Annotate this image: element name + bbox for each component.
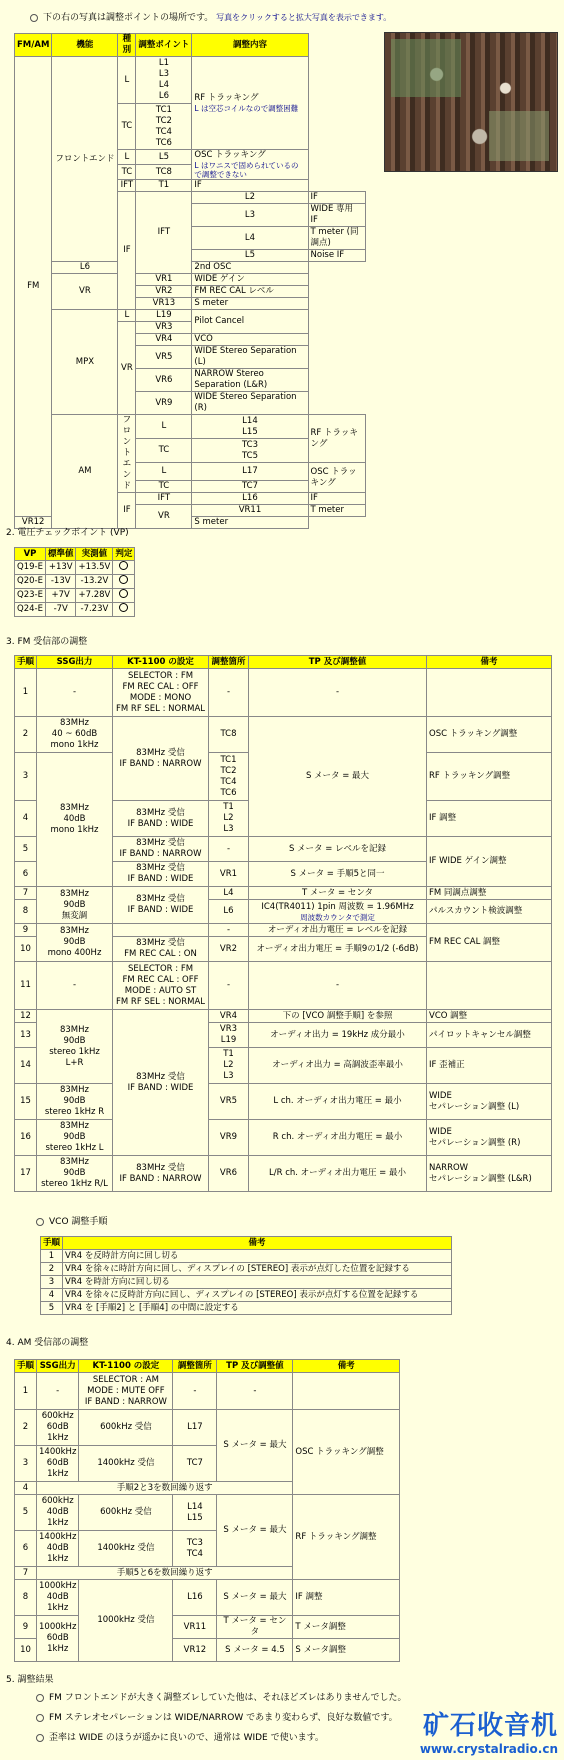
bullet-icon: [30, 14, 38, 22]
result-list: [36, 1688, 406, 1748]
fm-adjust-table: 手順 SSG出力 KT-1100 の設定 調整箇所 TP 及び調整値 備考 1 - SELECTOR : FM FM REC CAL : OFF MODE : MONO FM RF SEL : NORMAL - - 2 83MHz 40 ~ 60dB mono 1kHz 83MHz 受信 IF BAND : NARROW TC8 S メータ = 最大 OSC トラッキング調整 3 83MHz 40dB mono 1kHz TC1 TC2 TC4 TC6 RF トラッキング調整 4 83MHz 受信 IF BAND : WIDE T1 L2 L3 IF 調整 5 83MHz 受信 IF BAND : NARROW - S メータ = レベルを記録 IF WIDE ゲイン調整 6 83MHz 受信 IF BAND : WIDE VR1 S メータ = 手順5と同一 7 83MHz 90dB 無変調 83MHz 受信 IF BAND : WIDE L4 T メータ = センタ FM 同調点調整 8 L6 IC4(TR4011) 1pin 周波数 = 1.96MHz 周波数カウンタで測定 パルスカウント検波調整 9 83MHz 90dB mono 400Hz - オーディオ出力電圧 = レベルを記録 FM REC CAL 調整 10 83MHz 受信 FM REC CAL : ON VR2 オーディオ出力電圧 = 手順9の1/2 (-6dB) 11 - SELECTOR : FM FM REC CAL : OFF MODE : AUTO ST FM RF SEL : NORMAL - - 12 83MHz 90dB stereo 1kHz L+R 83MHz 受信 IF BAND : WIDE VR4 下の [VCO 調整手順] を参照 VCO 調整 13 VR3 L19 オーディオ出力 = 19kHz 成分最小 パイロットキャンセル調整 14 T1 L2 L3 オーディオ出力 = 高調波歪率最小 IF 歪補正 15 83MHz 90dB stereo 1kHz R VR5 L ch. オーディオ出力電圧 = 最小 WIDE セパレーション調整 (L) 16 83MHz 90dB stereo 1kHz L VR9 R ch. オーディオ出力電圧 = 最小 WIDE セパレーション調整 (R) 17 83MHz 90dB stereo 1kHz R/L 83MHz 受信 IF BAND : NARROW VR6 L/R ch. オーディオ出力電圧 = 最小 NARROW セパレーション調整 (L&R): [14, 655, 552, 1192]
bullet-icon: [36, 1734, 44, 1742]
section5-title: 5. 調整結果: [6, 1675, 54, 1685]
ok-mark-icon: [119, 561, 128, 570]
watermark: 矿石收音机 www.crystalradio.cn: [419, 1711, 558, 1756]
section3-title: 3. FM 受信部の調整: [6, 637, 88, 647]
intro-small[interactable]: 写真をクリックすると拡大写真を表示できます。: [216, 13, 392, 22]
bullet-icon: [36, 1694, 44, 1702]
adjust-points-table: FM/AM 機能 種別 調整ポイント 調整内容 FM フロントエンド L L1 L3 L4 L6 RF トラッキング L は空芯コイルなので調整困難 TC TC1 TC2 TC4 TC6 L L5 OSC トラッキング L はワニスで固められているので調整できない TC TC8 IFT T1 IF IF IFT L2 IF L3 WIDE 専用 IF L4 T meter (同調点) L5 Noise IF L6 2nd OSC VR VR1 WIDE ゲイン VR2 FM REC CAL レベル VR13 S meter MPX L L19 Pilot Cancel VR VR3 VR4 VCO VR5 WIDE Stereo Separation (L) VR6 NARROW Stereo Separation (L&R) VR9 WIDE Stereo Separation (R) AM フロントエンド L L14 L15 RF トラッキング TC TC3 TC5 L L17 OSC トラッキング TC TC7 IF IFT L16 IF VR VR11 T meter VR12 S meter: [14, 33, 366, 529]
voltage-table: VP 標準値 実測値 判定 Q19-E +13V +13.5V Q20-E -13V -13.2V Q23-E +7V +7.28V Q24-E -7V -7.23V: [14, 547, 135, 617]
adjust-point-photo[interactable]: [384, 32, 558, 172]
section2-title: 2. 電圧チェックポイント (VP): [6, 528, 129, 538]
rf-tracking-cell: RF トラッキング L は空芯コイルなので調整困難: [192, 57, 308, 150]
list-item: FM ステレオセパレーションは WIDE/NARROW であまり変わらず、良好な数値です。: [36, 1708, 406, 1728]
ok-mark-icon: [119, 603, 128, 612]
ok-mark-icon: [119, 589, 128, 598]
list-item: FM フロントエンドが大きく調整ズレしていた他は、それほどズレはありませんでした。: [36, 1688, 406, 1708]
list-item: 歪率は WIDE のほうが遥かに良いので、通常は WIDE で使います。: [36, 1728, 406, 1748]
bullet-icon: [36, 1218, 44, 1226]
vco-title: VCO 調整手順: [36, 1214, 107, 1227]
ok-mark-icon: [119, 575, 128, 584]
am-adjust-table: 手順 SSG出力 KT-1100 の設定 調整箇所 TP 及び調整値 備考 1 - SELECTOR : AM MODE : MUTE OFF IF BAND : NARROW - - 2 600kHz 60dB 1kHz 600kHz 受信 L17 S メータ = 最大 OSC トラッキング調整 3 1400kHz 60dB 1kHz 1400kHz 受信 TC7 4 手順2と3を数回繰り返す 5 600kHz 40dB 1kHz 600kHz 受信 L14 L15 S メータ = 最大 RF トラッキング調整 6 1400kHz 40dB 1kHz 1400kHz 受信 TC3 TC4 7 手順5と6を数回繰り返す 8 1000kHz 40dB 1kHz 1000kHz 受信 L16 S メータ = 最大 IF 調整 9 1000kHz 60dB 1kHz VR11 T メータ = センタ T メータ調整 10 VR12 S メータ = 4.5 S メータ調整: [14, 1359, 400, 1662]
bullet-icon: [36, 1714, 44, 1722]
intro-note: 下の右の写真は調整ポイントの場所です。 写真をクリックすると拡大写真を表示できます。: [30, 10, 391, 23]
vco-table: 手順 備考 1 VR4 を反時計方向に回し切る 2 VR4 を徐々に時計方向に回し、ディスプレイの [STEREO] 表示が点灯した位置を記録する 3 VR4 を時計方向に回し切る 4 VR4 を徐々に反時計方向に回し、ディスプレイの [STEREO] 表示が点灯する位置を記録する 5 VR4 を [手順2] と [手順4] の中間に設定する: [40, 1236, 452, 1315]
section4-title: 4. AM 受信部の調整: [6, 1338, 89, 1348]
